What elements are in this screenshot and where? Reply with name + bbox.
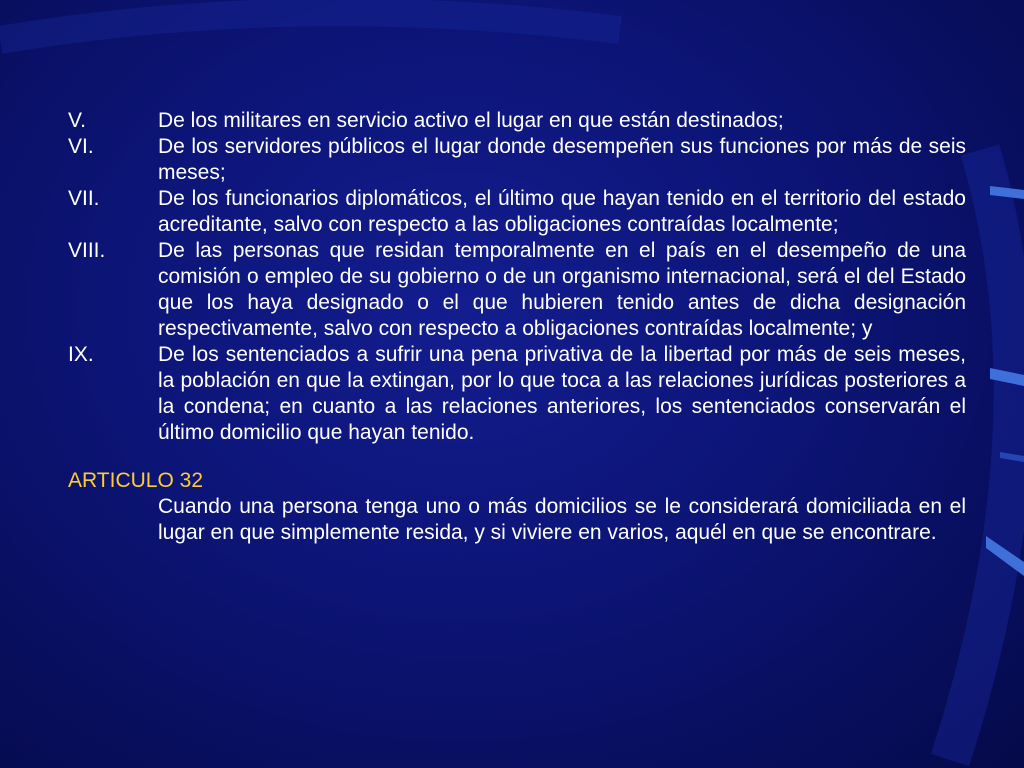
item-text: De los servidores públicos el lugar donde desempeñen sus funciones por más de seis meses; xyxy=(158,135,966,184)
article-paragraph: Cuando una persona tenga uno o más domicilios se le considerará domiciliada en el lugar en que simplemente resida, y si viviere en varios, aquél en que se encontrare. xyxy=(158,495,966,544)
item-text: De los sentenciados a sufrir una pena privativa de la libertad por más de seis meses, la población en que la extingan, por lo que toca a las relaciones jurídicas posteriores a la condena; en cuanto a las relaciones anteriores, los sentenciados conservarán el último domicilio que hayan tenido. xyxy=(158,343,966,444)
item-text: De los militares en servicio activo el lugar en que están destinados; xyxy=(158,109,784,132)
list-item xyxy=(68,134,966,186)
slide-content xyxy=(68,108,966,546)
list-item xyxy=(68,238,966,342)
item-number: VIII. xyxy=(68,239,106,262)
accent-bar-4 xyxy=(1000,452,1024,462)
item-text: De las personas que residan temporalmente en el país en el desempeño de una comisión o empleo de su gobierno o de un organismo internacional, será el del Estado que los haya designado o el que hubieren tenido antes de dicha designación respectivamente, salvo con respecto a obligaciones contraídas localmente; y xyxy=(158,239,966,340)
list-item xyxy=(68,186,966,238)
list-item xyxy=(68,342,966,446)
item-text: De los funcionarios diplomáticos, el último que hayan tenido en el territorio del estado acreditante, salvo con respecto a las obligaciones contraídas localmente; xyxy=(158,187,966,236)
top-swoosh xyxy=(0,12,620,40)
article-heading: ARTICULO 32 xyxy=(68,469,203,492)
list-item xyxy=(68,108,966,134)
accent-bar-1 xyxy=(990,186,1024,199)
item-number: IX. xyxy=(68,343,94,366)
item-number: V. xyxy=(68,109,86,132)
accent-bar-3 xyxy=(986,536,1024,576)
accent-bar-2 xyxy=(990,368,1024,386)
item-number: VI. xyxy=(68,135,94,158)
item-number: VII. xyxy=(68,187,100,210)
